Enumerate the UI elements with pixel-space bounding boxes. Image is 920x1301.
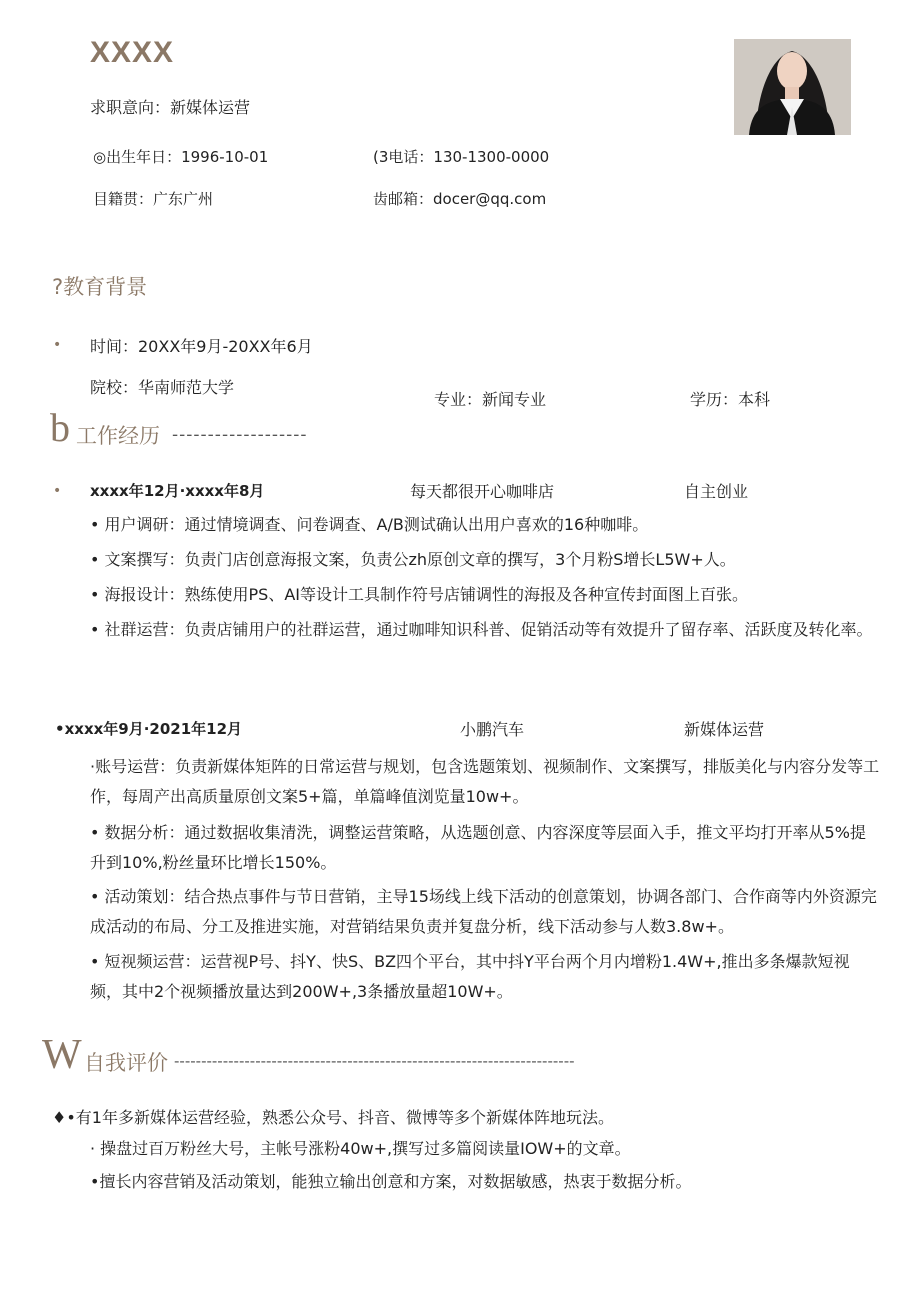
self-eval-section-divider: -------------------------------------------------------------------------- bbox=[174, 1052, 575, 1070]
job2-company: 小鹏汽车 bbox=[460, 720, 525, 739]
self-eval-line-skills: •擅长内容营销及活动策划，能独立输出创意和方案，对数据敏感，热衷于数据分析。 bbox=[90, 1172, 692, 1191]
education-degree: 学历：本科 bbox=[690, 390, 771, 409]
work-section-icon: b bbox=[50, 405, 70, 450]
job1-item-poster: • 海报设计：熟练使用PS、AI等设计工具制作符号店铺调性的海报及各种宣传封面图上百张。 bbox=[90, 585, 748, 604]
education-time: 时间：20XX年9月-20XX年6月 bbox=[90, 337, 313, 356]
job2-item-data: • 数据分析：通过数据收集清洗，调整运营策略，从选题创意、内容深度等层面入手，推文平均打开率从5%提升到10%,粉丝量环比增长150%。 bbox=[90, 823, 866, 872]
self-eval-line-accounts: · 操盘过百万粉丝大号，主帐号涨粉40w+,撰写过多篇阅读量IOW+的文章。 bbox=[90, 1139, 631, 1158]
email-address: 齿邮箱：docer@qq.com bbox=[373, 190, 547, 208]
birth-date: ◎出生年日：1996-10-01 bbox=[93, 148, 269, 166]
job-intent: 求职意向：新媒体运营 bbox=[90, 98, 251, 117]
education-section-title: ?教育背景 bbox=[52, 275, 148, 299]
job1-item-community: • 社群运营：负责店铺用户的社群运营，通过咖啡知识科普、促销活动等有效提升了留存率、活跃度及转化率。 bbox=[90, 620, 873, 639]
education-school: 院校：华南师范大学 bbox=[90, 378, 235, 397]
job1-item-research: • 用户调研：通过情境调查、问卷调查、A/B测试确认出用户喜欢的16种咖啡。 bbox=[90, 515, 649, 534]
job2-item-account: ·账号运营：负责新媒体矩阵的日常运营与规划，包含选题策划、视频制作、文案撰写，排版美化与内容分发等工作，每周产出高质量原创文案5+篇，单篇峰值浏览量10w+。 bbox=[90, 757, 880, 806]
job1-period: xxxx年12月·xxxx年8月 bbox=[90, 482, 265, 500]
education-bullet: • bbox=[53, 337, 62, 353]
job2-role: 新媒体运营 bbox=[684, 720, 765, 739]
job1-item-copywriting: • 文案撰写：负责门店创意海报文案，负责公zh原创文章的撰写，3个月粉S增长L5W+人。 bbox=[90, 550, 736, 569]
candidate-name: XXXX bbox=[90, 36, 175, 69]
job2-item-event: • 活动策划：结合热点事件与节日营销，主导15场线上线下活动的创意策划，协调各部门、合作商等内外资源完成活动的布局、分工及推进实施，对营销结果负责并复盘分析，线下活动参与人数3.8w+。 bbox=[90, 887, 877, 936]
hometown: 目籍贯：广东广州 bbox=[93, 190, 214, 208]
job2-period: •xxxx年9月·2021年12月 bbox=[55, 720, 243, 738]
job2-item-video: • 短视频运营：运营视P号、抖Y、快S、BZ四个平台，其中抖Y平台两个月内增粉1.4W+,推出多条爆款短视频，其中2个视频播放量达到200W+,3条播放量超10W+。 bbox=[90, 952, 850, 1001]
profile-photo-icon bbox=[734, 39, 851, 135]
education-major: 专业：新闻专业 bbox=[434, 390, 547, 409]
work-section-divider: ------------------- bbox=[172, 425, 308, 445]
job1-bullet: • bbox=[53, 483, 62, 499]
self-eval-section-title: 自我评价 bbox=[84, 1051, 168, 1075]
job1-company: 每天都很开心咖啡店 bbox=[410, 482, 555, 501]
self-eval-section-icon: W bbox=[42, 1032, 82, 1078]
profile-photo bbox=[734, 39, 851, 135]
job1-role: 自主创业 bbox=[684, 482, 749, 501]
phone-number: (3电话：130-1300-0000 bbox=[373, 148, 550, 166]
self-eval-line-experience: ♦•有1年多新媒体运营经验，熟悉公众号、抖音、微博等多个新媒体阵地玩法。 bbox=[52, 1108, 614, 1127]
work-section-title: 工作经历 bbox=[76, 424, 160, 448]
